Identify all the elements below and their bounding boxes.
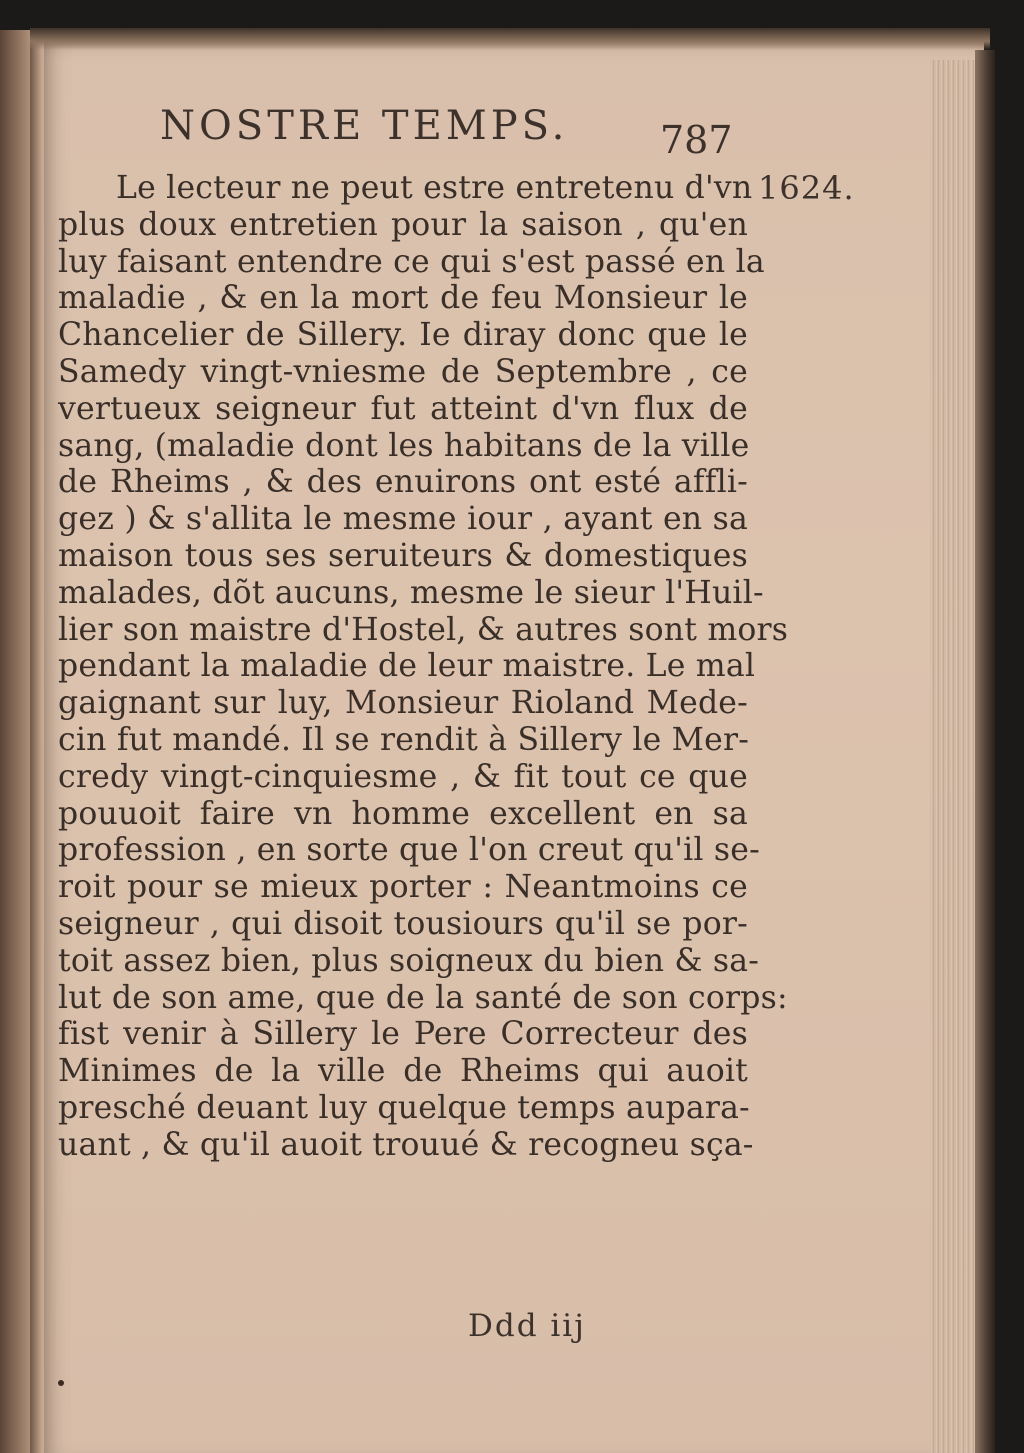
text-line: presché deuant luy quelque temps aupara- [58,1089,750,1126]
text-line: plus doux entretien pour la saison , qu'en [58,206,748,243]
text-line: Chancelier de Sillery. Ie diray donc que le [58,317,748,354]
ink-speck [58,1380,64,1386]
text-line: sang, (maladie dont les habitans de la ville [58,427,750,464]
text-line: cin fut mandé. Il se rendit à Sillery le Mer- [58,721,750,758]
text-line: credy vingt-cinquiesme , & fit tout ce que [58,758,748,795]
text-line: profession , en sorte que l'on creut qu'il se- [58,832,760,869]
margin-note-year: 1624. [758,169,855,207]
text-line: Minimes de la ville de Rheims qui auoit [58,1053,748,1090]
text-line: uant , & qu'il auoit trouué & recogneu sça- [58,1126,754,1163]
text-line: vertueux seigneur fut atteint d'vn flux de [58,390,748,427]
running-head: NOSTRE TEMPS. [160,103,569,149]
book-fore-edge-shadow [975,50,995,1453]
text-line: gaignant sur luy, Monsieur Rioland Mede- [58,685,748,722]
text-line: pendant la maladie de leur maistre. Le mal [58,648,756,685]
text-line: malades, dõt aucuns, mesme le sieur l'Huil- [58,574,764,611]
text-line: de Rheims , & des enuirons ont esté affli- [58,464,748,501]
signature-mark: Ddd iij [468,1308,586,1344]
text-line: toit assez bien, plus soigneux du bien & sa- [58,942,760,979]
text-line: Le lecteur ne peut estre entretenu d'vn [116,170,753,206]
text-line: pouuoit faire vn homme excellent en sa [58,795,748,832]
text-line: maison tous ses seruiteurs & domestiques [58,537,748,574]
text-line: luy faisant entendre ce qui s'est passé en la [58,243,765,280]
page-number: 787 [660,118,733,162]
page-top-shadow [30,28,990,50]
text-line: lut de son ame, que de la santé de son corps: [58,979,788,1016]
text-line: gez ) & s'allita le mesme iour , ayant en sa [58,501,748,538]
text-line: Samedy vingt-vniesme de Septembre , ce [58,353,748,390]
text-line: seigneur , qui disoit tousiours qu'il se por- [58,905,748,942]
text-line: lier son maistre d'Hostel, & autres sont mors [58,611,789,648]
text-line: maladie , & en la mort de feu Monsieur le [58,280,748,317]
text-line: roit pour se mieux porter : Neantmoins ce [58,869,748,906]
text-line: fist venir à Sillery le Pere Correcteur des [58,1016,748,1053]
body-text [58,170,789,1164]
